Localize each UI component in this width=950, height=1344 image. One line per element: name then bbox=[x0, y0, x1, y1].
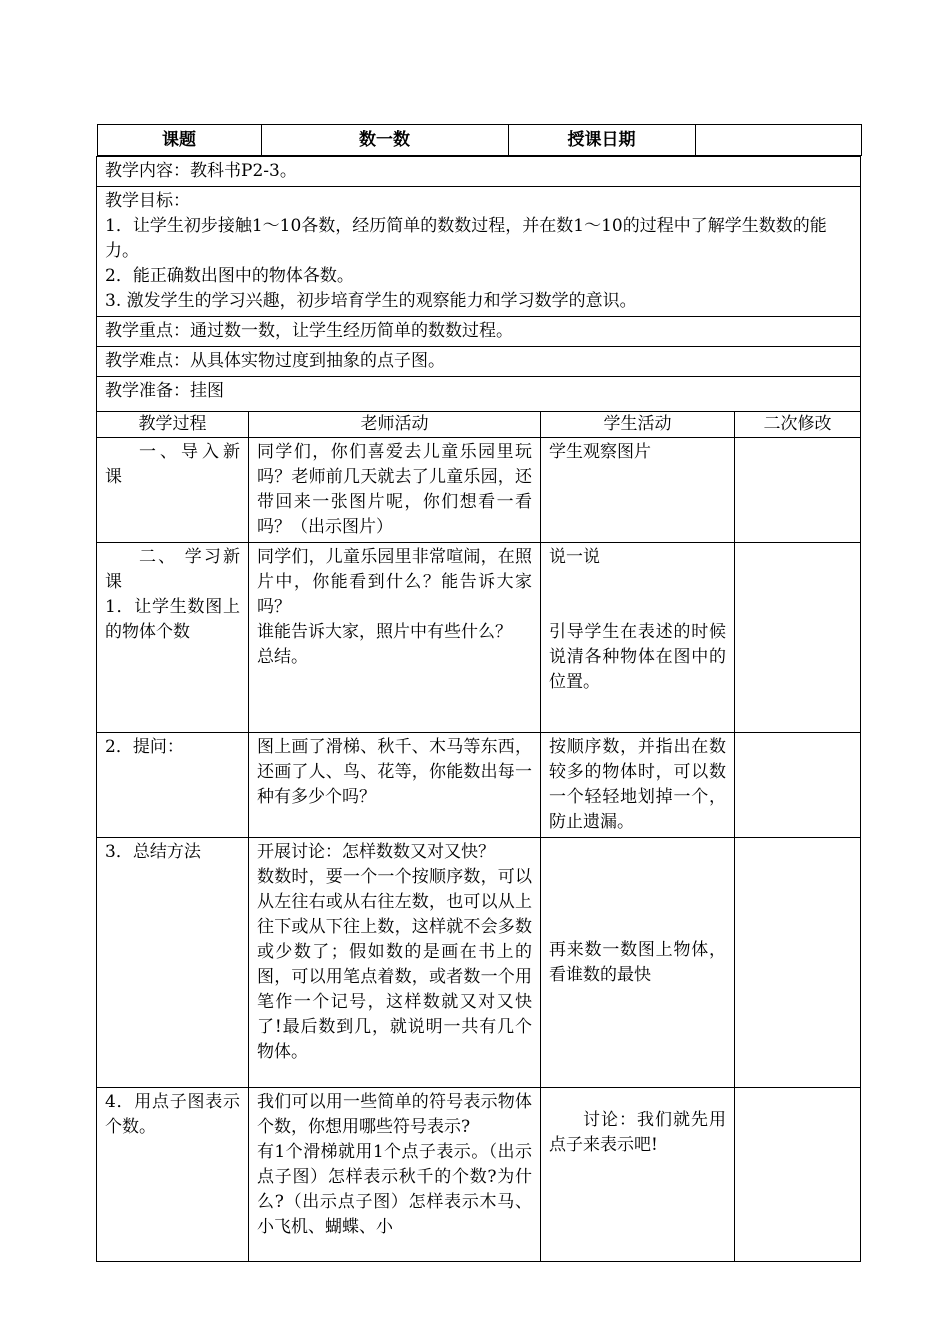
teaching-difficulty: 教学难点：从具体实物过度到抽象的点子图。 bbox=[97, 347, 861, 377]
lesson-plan-page bbox=[96, 124, 860, 1262]
student-text: 学生观察图片 bbox=[549, 442, 651, 462]
process-cell bbox=[97, 438, 249, 543]
student-text: 按顺序数，并指出在数较多的物体时，可以数一个轻轻地划掉一个，防止遗漏。 bbox=[549, 737, 726, 832]
revision-cell bbox=[735, 543, 861, 733]
teacher-cell bbox=[249, 733, 541, 838]
process-cell bbox=[97, 838, 249, 1088]
teacher-text: 我们可以用一些简单的符号表示物体个数，你想用哪些符号表示? bbox=[257, 1092, 532, 1137]
process-cell bbox=[97, 1088, 249, 1262]
process-cell bbox=[97, 733, 249, 838]
objective-item: 2．能正确数出图中的物体各数。 bbox=[105, 266, 354, 286]
student-cell bbox=[541, 1088, 735, 1262]
topic-value: 数一数 bbox=[261, 125, 508, 156]
lesson-plan-table bbox=[96, 124, 861, 1262]
student-cell bbox=[541, 438, 735, 543]
teacher-text: 总结。 bbox=[257, 647, 308, 667]
student-text: 说一说 bbox=[549, 547, 600, 567]
teacher-text: 开展讨论：怎样数数又对又快？ bbox=[257, 842, 495, 862]
teacher-cell bbox=[249, 838, 541, 1088]
table-row bbox=[97, 838, 861, 1088]
student-text: 引导学生在表述的时候说清各种物体在图中的位置。 bbox=[549, 622, 726, 692]
teacher-cell bbox=[249, 543, 541, 733]
column-header-student: 学生活动 bbox=[541, 412, 735, 438]
process-text: 3．总结方法 bbox=[105, 842, 201, 862]
teacher-text: 数数时，要一个一个按顺序数，可以从左往右或从右往左数，也可以从上往下或从下往上数，这样就不会多数或少数了；假如数的是画在书上的图，可以用笔点着数，或者数一个用笔作一个记号，这样数就又对又快了!最后数到几，就说明一共有几个物体。 bbox=[257, 867, 532, 1062]
column-header-teacher: 老师活动 bbox=[249, 412, 541, 438]
table-row bbox=[97, 1088, 861, 1262]
teaching-content: 教学内容：教科书P2-3。 bbox=[97, 157, 861, 187]
teacher-text: 有1个滑梯就用1个点子表示。（出示点子图）怎样表示秋千的个数?为什么?（出示点子图）怎样表示木马、小飞机、蝴蝶、小 bbox=[257, 1142, 532, 1237]
teaching-preparation: 教学准备：挂图 bbox=[97, 377, 861, 412]
topic-label: 课题 bbox=[97, 125, 261, 156]
teacher-cell bbox=[249, 438, 541, 543]
teacher-text: 图上画了滑梯、秋千、木马等东西，还画了人、鸟、花等，你能数出每一种有多少个吗？ bbox=[257, 737, 532, 807]
objective-item: 3. 激发学生的学习兴趣，初步培育学生的观察能力和学习数学的意识。 bbox=[105, 291, 637, 311]
student-text: 再来数一数图上物体，看谁数的最快 bbox=[549, 939, 726, 985]
revision-cell bbox=[735, 838, 861, 1088]
teacher-text: 谁能告诉大家，照片中有些什么？ bbox=[257, 622, 512, 642]
student-cell bbox=[541, 543, 735, 733]
process-text: 一、导入新课 bbox=[105, 442, 240, 487]
student-cell bbox=[541, 838, 735, 1088]
process-cell bbox=[97, 543, 249, 733]
process-text: 2．提问： bbox=[105, 737, 184, 757]
column-header-process: 教学过程 bbox=[97, 412, 249, 438]
process-text: 二、 学习新课 bbox=[105, 547, 240, 592]
revision-cell bbox=[735, 733, 861, 838]
teaching-key-point: 教学重点：通过数一数，让学生经历简单的数数过程。 bbox=[97, 317, 861, 347]
process-text: 1．让学生数图上的物体个数 bbox=[105, 597, 240, 642]
student-text: 讨论：我们就先用点子来表示吧! bbox=[549, 1110, 726, 1155]
teaching-objectives bbox=[97, 187, 861, 317]
objective-item: 1．让学生初步接触1～10各数，经历简单的数数过程，并在数1～10的过程中了解学生数数的能力。 bbox=[105, 216, 827, 261]
revision-cell bbox=[735, 438, 861, 543]
objectives-title: 教学目标： bbox=[105, 191, 190, 211]
process-text: 4．用点子图表示个数。 bbox=[105, 1092, 240, 1137]
revision-cell bbox=[735, 1088, 861, 1262]
table-row bbox=[97, 438, 861, 543]
teacher-cell bbox=[249, 1088, 541, 1262]
column-header-revision: 二次修改 bbox=[735, 412, 861, 438]
date-value bbox=[695, 125, 861, 156]
teacher-text: 同学们，儿童乐园里非常喧闹，在照片中，你能看到什么？能告诉大家吗？ bbox=[257, 547, 532, 617]
student-cell bbox=[541, 733, 735, 838]
teacher-text: 同学们，你们喜爱去儿童乐园里玩吗？老师前几天就去了儿童乐园，还带回来一张图片呢，你们想看一看吗？（出示图片） bbox=[257, 442, 532, 537]
date-label: 授课日期 bbox=[508, 125, 695, 156]
header-table bbox=[97, 124, 862, 156]
table-row bbox=[97, 543, 861, 733]
table-row bbox=[97, 733, 861, 838]
